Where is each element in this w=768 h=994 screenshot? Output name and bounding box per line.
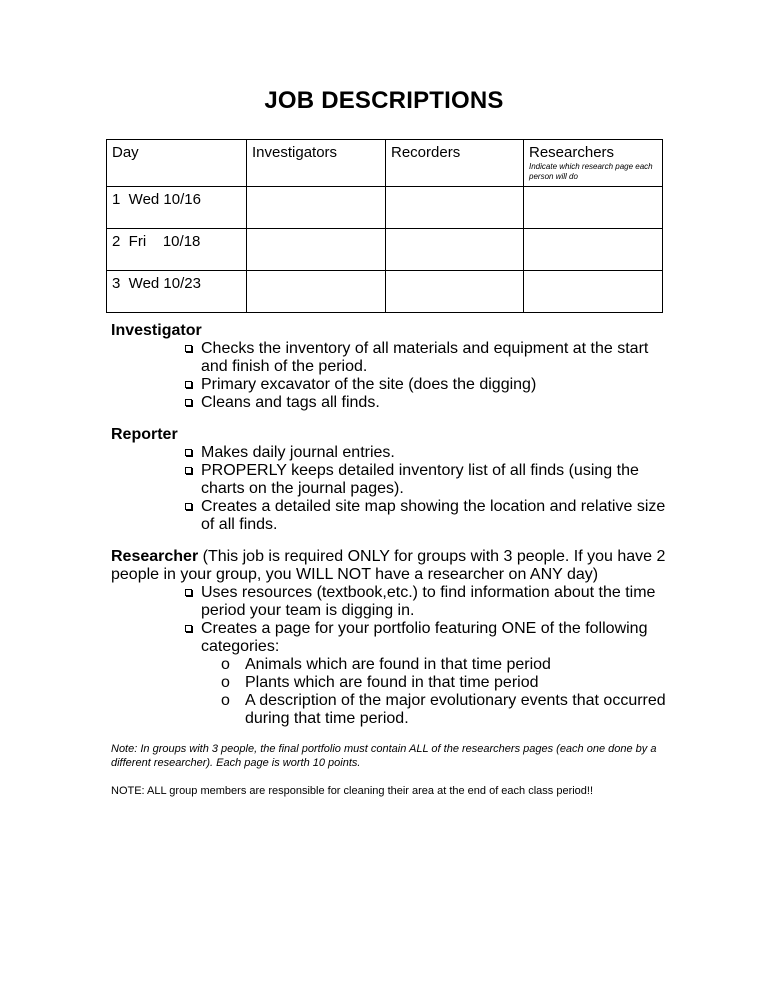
checkbox-bullet-icon: [185, 589, 192, 596]
table-row: [107, 271, 663, 313]
recorders-cell[interactable]: [386, 229, 524, 271]
day-cell: 1 Wed 10/16: [107, 187, 247, 229]
category-list: [201, 656, 671, 728]
list-item: Makes daily journal entries.: [201, 444, 671, 462]
checkbox-bullet-icon: [185, 449, 192, 456]
investigator-heading: Investigator: [111, 322, 202, 339]
list-item: Primary excavator of the site (does the digging): [201, 376, 671, 394]
checkbox-bullet-icon: [185, 503, 192, 510]
day-cell: 2 Fri 10/18: [107, 229, 247, 271]
recorders-cell[interactable]: [386, 187, 524, 229]
investigators-cell[interactable]: [247, 271, 386, 313]
list-item: PROPERLY keeps detailed inventory list of all finds (using the charts on the journal pages).: [201, 462, 671, 498]
category-item: o Plants which are found in that time period: [221, 674, 539, 691]
researcher-heading: Researcher: [111, 548, 199, 565]
researchers-note: Indicate which research page each person will do: [529, 162, 653, 181]
cleaning-note: NOTE: ALL group members are responsible for cleaning their area at the end of each class period!!: [111, 785, 594, 797]
job-descriptions-body: [111, 322, 671, 798]
table-row: [107, 187, 663, 229]
header-researchers-label: Researchers: [529, 144, 615, 161]
circle-bullet-icon: o: [221, 656, 230, 673]
checkbox-bullet-icon: [185, 467, 192, 474]
checkbox-bullet-icon: [185, 381, 192, 388]
list-item: Creates a detailed site map showing the location and relative size of all finds.: [201, 498, 671, 534]
checkbox-bullet-icon: [185, 399, 192, 406]
header-investigators: Investigators: [247, 140, 386, 187]
header-researchers: [524, 140, 663, 187]
investigator-list: [111, 340, 671, 412]
category-item: o Animals which are found in that time period: [221, 656, 551, 673]
portfolio-note: Note: In groups with 3 people, the final portfolio must contain ALL of the researchers pages (each one done by a different researcher). Each page is worth 10 points.: [111, 743, 657, 769]
reporter-heading: Reporter: [111, 426, 178, 443]
header-day: Day: [107, 140, 247, 187]
researcher-requirement-text: (This job is required ONLY for groups with 3 people. If you have 2 people in your group, you WILL NOT have a researcher on ANY day): [111, 548, 666, 583]
researcher-section: [111, 548, 671, 728]
researcher-list: [111, 584, 671, 728]
list-item: Cleans and tags all finds.: [201, 394, 671, 412]
researcher-intro: [111, 548, 671, 584]
table-header-row: [107, 140, 663, 187]
list-item: Checks the inventory of all materials and equipment at the start and finish of the period.: [201, 340, 671, 376]
checkbox-bullet-icon: [185, 625, 192, 632]
circle-bullet-icon: o: [221, 692, 230, 709]
header-recorders: Recorders: [386, 140, 524, 187]
investigator-section: [111, 322, 671, 412]
researchers-cell[interactable]: [524, 187, 663, 229]
day-cell: 3 Wed 10/23: [107, 271, 247, 313]
investigators-cell[interactable]: [247, 229, 386, 271]
table-row: [107, 229, 663, 271]
page-title: JOB DESCRIPTIONS: [264, 87, 504, 114]
circle-bullet-icon: o: [221, 674, 230, 691]
checkbox-bullet-icon: [185, 345, 192, 352]
reporter-section: [111, 426, 671, 534]
researchers-cell[interactable]: [524, 271, 663, 313]
schedule-table: [106, 139, 663, 313]
category-item: o A description of the major evolutionary events that occurred during that time period.: [221, 692, 666, 727]
recorders-cell[interactable]: [386, 271, 524, 313]
list-item: Creates a page for your portfolio featuring ONE of the following categories: o Animals which are found in that time period o Plants which are found in that time period o A description of the major evolutionary events that occurred during that time period.: [201, 620, 671, 728]
reporter-list: [111, 444, 671, 534]
list-item: Uses resources (textbook,etc.) to find information about the time period your team is digging in.: [201, 584, 671, 620]
investigators-cell[interactable]: [247, 187, 386, 229]
researchers-cell[interactable]: [524, 229, 663, 271]
